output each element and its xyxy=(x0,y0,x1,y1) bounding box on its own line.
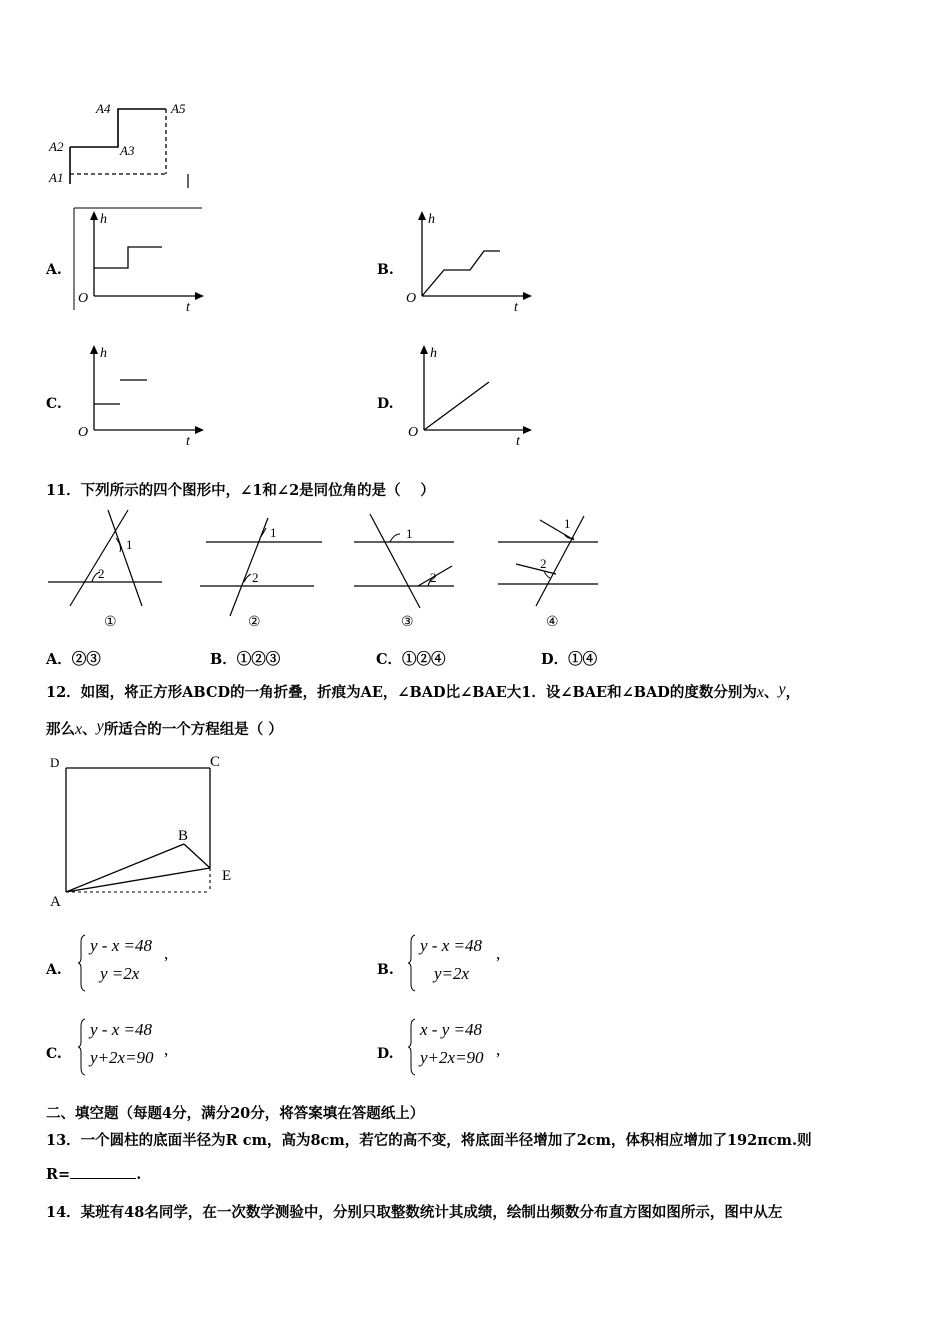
graph-option-a xyxy=(70,206,210,316)
brace-icon xyxy=(408,934,416,992)
vertex-b: B xyxy=(178,828,189,844)
label-a1: A1 xyxy=(49,170,64,185)
q14-question: 14．某班有48名同学，在一次数学测验中，分别只取整数统计其成绩，绘制出频数分布直方图如图所示，图中从左 xyxy=(46,1204,783,1221)
angle-1-fig1: 1 xyxy=(126,537,133,552)
axis-h-a: h xyxy=(100,212,107,227)
var-x-2: x xyxy=(75,721,83,738)
q12-option-b-system xyxy=(408,934,528,994)
trail: , xyxy=(164,944,169,963)
q11-figure-3 xyxy=(350,508,460,634)
q13-answer-line xyxy=(46,1166,141,1183)
q13-answer-prefix: R= xyxy=(46,1166,71,1183)
comma: ， xyxy=(785,684,801,701)
section-2-heading: 二、填空题（每题4分，满分20分，将答案填在答题纸上） xyxy=(46,1105,425,1122)
q12-line2-prefix: 那么 xyxy=(46,721,75,738)
angle-2-fig4: 2 xyxy=(540,556,547,571)
graph-option-c xyxy=(70,340,210,450)
origin-c: O xyxy=(78,425,89,440)
vertex-e: E xyxy=(222,868,232,884)
axis-t-a: t xyxy=(186,300,190,315)
axis-h-c: h xyxy=(100,346,107,361)
eq2: y=2x xyxy=(434,964,470,983)
sep: 、 xyxy=(763,684,779,701)
q13-question: 13．一个圆柱的底面半径为R cm，高为8cm，若它的高不变，将底面半径增加了2cm，体积相应增加了192πcm.则 xyxy=(46,1132,812,1149)
caption-fig1: ① xyxy=(104,615,117,630)
q12-option-c-letter: C. xyxy=(46,1046,62,1062)
q13-answer-suffix: . xyxy=(136,1166,142,1183)
axis-t-b: t xyxy=(514,300,518,315)
eq2: y+2x=90 xyxy=(90,1048,154,1067)
caption-fig3: ③ xyxy=(401,615,414,630)
angle-2-fig2: 2 xyxy=(252,570,259,585)
q10-option-a-letter: A. xyxy=(46,262,62,278)
sep-2: 、 xyxy=(82,721,97,738)
q12-question-line1 xyxy=(46,681,800,702)
var-x: x xyxy=(756,684,764,701)
q12-option-d-system xyxy=(408,1018,528,1078)
q13-answer-blank[interactable] xyxy=(70,1166,136,1179)
var-y: y xyxy=(778,681,786,698)
q12-line2-suffix: 所适合的一个方程组是（ ） xyxy=(103,721,283,738)
q11-figure-4 xyxy=(494,508,606,634)
angle-1-fig2: 1 xyxy=(270,525,277,540)
label-a4: A4 xyxy=(96,101,111,116)
q12-square-figure xyxy=(44,752,244,912)
label-a2: A2 xyxy=(49,139,64,154)
q11-option-c: C．①②④ xyxy=(376,651,446,668)
q12-option-d-letter: D. xyxy=(377,1046,394,1062)
var-y-2: y xyxy=(96,718,104,735)
graph-option-d xyxy=(400,340,540,450)
q11-question: 11．下列所示的四个图形中，∠1和∠2是同位角的是（ ） xyxy=(46,482,435,499)
trail: , xyxy=(496,944,501,963)
caption-fig4: ④ xyxy=(546,615,559,630)
origin-a: O xyxy=(78,291,89,306)
staircase-figure xyxy=(44,96,204,192)
q11-option-d: D．①④ xyxy=(541,651,598,668)
q10-option-b-letter: B. xyxy=(377,262,394,278)
vertex-d: D xyxy=(50,755,60,770)
q11-option-b: B．①②③ xyxy=(210,651,281,668)
angle-2-fig1: 2 xyxy=(98,566,105,581)
axis-h-d: h xyxy=(430,346,437,361)
vertex-c: C xyxy=(210,754,221,770)
eq2: y =2x xyxy=(100,964,140,983)
brace-icon xyxy=(78,1018,86,1076)
origin-d: O xyxy=(408,425,419,440)
axis-h-b: h xyxy=(428,212,435,227)
q12-option-c-system xyxy=(78,1018,198,1078)
eq1: y - x =48 xyxy=(90,1020,152,1039)
q10-option-c-letter: C. xyxy=(46,396,62,412)
origin-b: O xyxy=(406,291,417,306)
eq1: x - y =48 xyxy=(420,1020,482,1039)
brace-icon xyxy=(408,1018,416,1076)
q11-figure-1 xyxy=(44,508,168,634)
trail: , xyxy=(164,1040,169,1059)
eq1: y - x =48 xyxy=(90,936,152,955)
angle-1-fig4: 1 xyxy=(564,516,571,531)
q12-question-line2 xyxy=(46,718,283,739)
axis-t-c: t xyxy=(186,434,190,449)
graph-option-b xyxy=(400,206,540,316)
eq1: y - x =48 xyxy=(420,936,482,955)
axis-t-d: t xyxy=(516,434,520,449)
label-a3: A3 xyxy=(120,143,135,158)
brace-icon xyxy=(78,934,86,992)
trail: , xyxy=(496,1040,501,1059)
vertex-a: A xyxy=(50,894,61,910)
angle-1-fig3: 1 xyxy=(406,526,413,541)
q11-option-a: A．②③ xyxy=(46,651,101,668)
q12-option-a-system xyxy=(78,934,198,994)
q10-option-d-letter: D. xyxy=(377,396,394,412)
q11-figure-2 xyxy=(196,508,328,634)
q12-option-b-letter: B. xyxy=(377,962,394,978)
angle-2-fig3: 2 xyxy=(430,570,437,585)
caption-fig2: ② xyxy=(248,615,261,630)
label-a5: A5 xyxy=(171,101,186,116)
q12-line1-text: 12．如图，将正方形ABCD的一角折叠，折痕为AE，∠BAD比∠BAE大1．设∠BAE和∠BAD的度数分别为 xyxy=(46,684,757,701)
q12-option-a-letter: A. xyxy=(46,962,62,978)
eq2: y+2x=90 xyxy=(420,1048,484,1067)
